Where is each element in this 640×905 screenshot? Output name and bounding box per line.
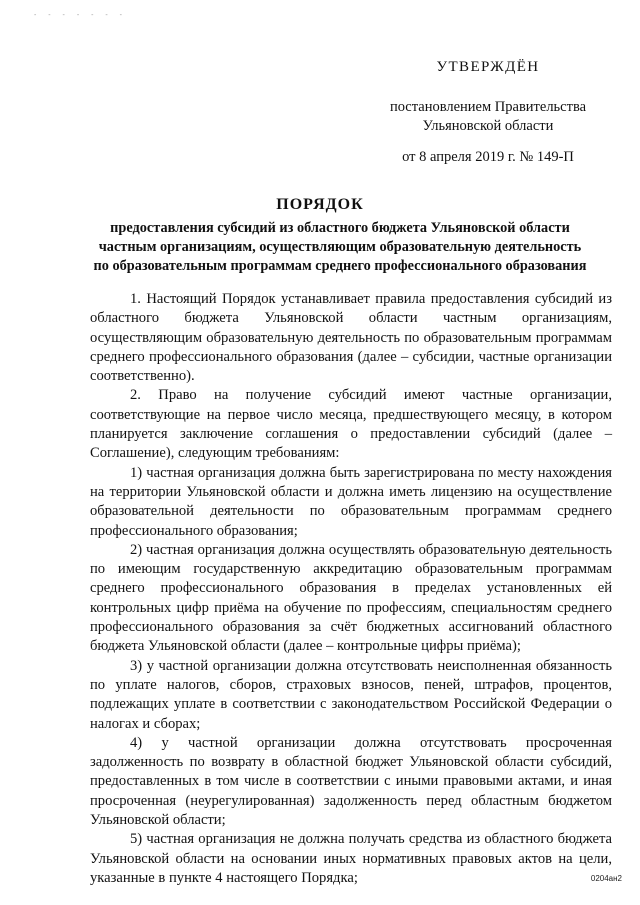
- subtitle-line: частным организациям, осуществляющим образовательную деятельность: [98, 239, 582, 255]
- document-body: [90, 290, 612, 888]
- approved-by: постановлением Правительства: [389, 99, 587, 115]
- document-subtitle: [60, 219, 620, 276]
- paragraph-1: 1. Настоящий Порядок устанавливает правила предоставления субсидий из областного бюджета Ульяновской области частным организациям, осуществляющим образовательную деятельность по образовательным программам среднего профессионального образования (далее – субсидии, частные организации соответственно).: [90, 291, 612, 385]
- approval-date-number: от 8 апреля 2019 г. № 149-П: [402, 149, 574, 165]
- requirement-5: 5) частная организация не должна получать средства из областного бюджета Ульяновской области на основании иных нормативных правовых актов на цели, указанные в пункте 4 настоящего Порядка;: [90, 831, 612, 886]
- paragraph-2: 2. Право на получение субсидий имеют частные организации, соответствующие на первое число месяца, предшествующего месяцу, в котором планируется заключение соглашения о предоставлении субсидий (далее – Соглашение), следующим требованиям:: [90, 387, 612, 462]
- requirement-4: 4) у частной организации должна отсутствовать просроченная задолженность по возврату в областной бюджет Ульяновской области субсидий, предоставленных в том числе в соответствии с иными правовыми актами, и иная просроченная (неурегулированная) задолженность перед областным бюджетом Ульяновской области;: [90, 734, 612, 829]
- subtitle-line: по образовательным программам среднего профессионального образования: [93, 258, 587, 274]
- approval-title: УТВЕРЖДЁН: [436, 59, 540, 75]
- approval-region: Ульяновской области: [422, 118, 554, 134]
- requirement-2: 2) частная организация должна осуществлять образовательную деятельность по имеющим государственную аккредитацию образовательным программам среднего профессионального образования в пределах установленных ей контрольных цифр приёма на обучение по профессиям, специальностям среднего профессионального образования за счёт бюджетных ассигнований областного бюджета Ульяновской области (далее – контрольные цифры приёма);: [90, 541, 612, 655]
- requirement-3: 3) у частной организации должна отсутствовать неисполненная обязанность по уплате налогов, сборов, страховых взносов, пеней, штрафов, процентов, подлежащих уплате в соответствии с законодательством Российской Федерации о налогах и сборах;: [90, 657, 612, 732]
- subtitle-line: предоставления субсидий из областного бюджета Ульяновской области: [110, 220, 570, 236]
- requirement-1: 1) частная организация должна быть зарегистрирована по месту нахождения на территории Ульяновской области и должна иметь лицензию на осуществление образовательной деятельности по образовательным программам среднего профессионального образования;: [90, 464, 612, 539]
- document-title: ПОРЯДОК: [276, 196, 364, 213]
- footer-code: 0204ан2: [590, 874, 622, 883]
- scan-mark: - - - - - - -: [34, 12, 127, 19]
